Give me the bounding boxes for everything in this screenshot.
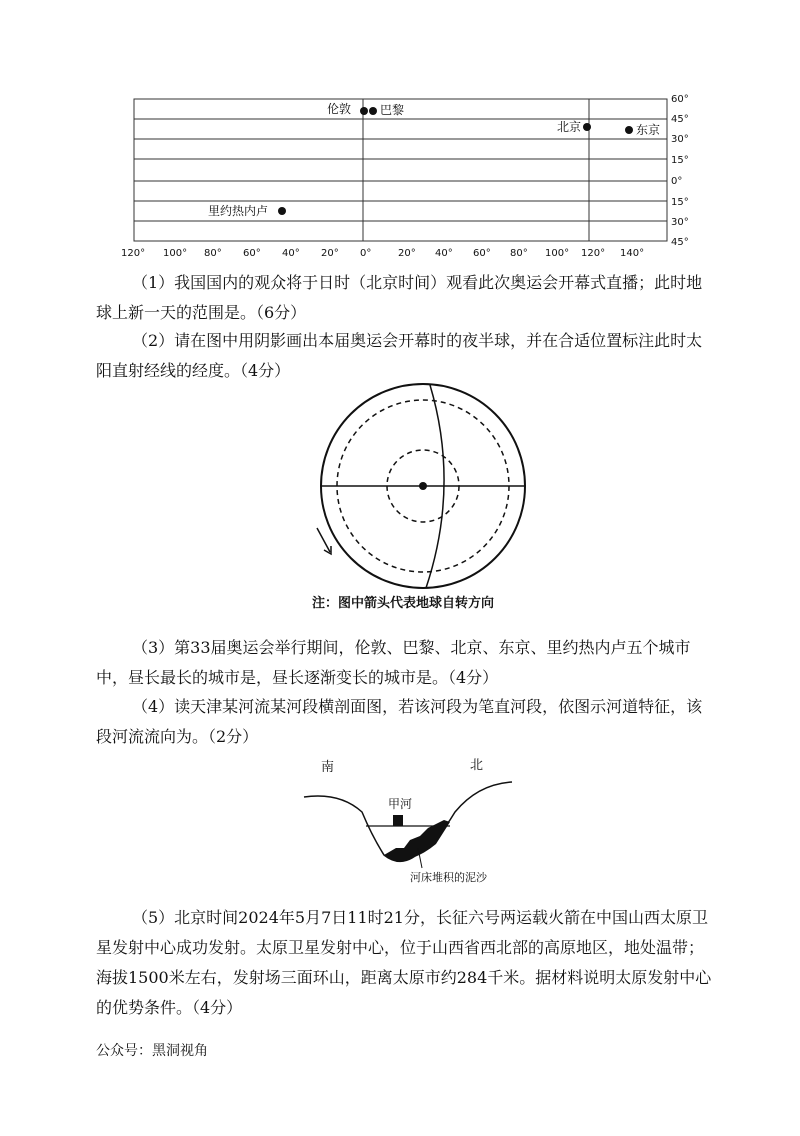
lon-label: 40° bbox=[282, 248, 300, 259]
lat-label: 15° bbox=[671, 155, 689, 166]
city-label-tokyo: 东京 bbox=[636, 123, 661, 137]
pole-dot bbox=[419, 482, 427, 490]
map-border bbox=[134, 99, 667, 241]
south-label: 南 bbox=[321, 760, 335, 775]
lon-label: 80° bbox=[510, 248, 528, 259]
lon-label: 140° bbox=[620, 248, 645, 259]
lon-label: 40° bbox=[435, 248, 453, 259]
lon-label: 100° bbox=[163, 248, 188, 259]
lon-label: 120° bbox=[121, 248, 146, 259]
river-name-label: 甲河 bbox=[388, 797, 413, 811]
city-label-london: 伦敦 bbox=[327, 102, 352, 116]
boat-icon bbox=[393, 815, 403, 826]
city-dot-paris bbox=[369, 107, 377, 115]
lon-label: 120° bbox=[581, 248, 606, 259]
question-5: （5）北京时间2024年5月7日11时21分，长征六号两运载火箭在中国山西太原卫星发射中心成功发射。太原卫星发射中心，位于山西省西北部的高原地区，地处温带；海拔1500米左右，发射场三面环山，距离太原市约284千米。据材料说明太原发射中心的优势条件。（4分） bbox=[96, 908, 712, 1017]
river-cross-section bbox=[304, 758, 512, 884]
lat-label: 15° bbox=[671, 197, 689, 208]
lat-label: 45° bbox=[671, 114, 689, 125]
lon-label: 60° bbox=[243, 248, 261, 259]
footer-source: 公众号：黑洞视角 bbox=[96, 1043, 208, 1059]
question-2: （2）请在图中用阴影画出本届奥运会开幕时的夜半球，并在合适位置标注此时太阳直射经线的经度。（4分） bbox=[96, 331, 703, 380]
city-label-rio: 里约热内卢 bbox=[208, 204, 269, 218]
lon-label: 20° bbox=[398, 248, 416, 259]
city-dot-tokyo bbox=[625, 126, 633, 134]
lon-label: 20° bbox=[321, 248, 339, 259]
city-dot-london bbox=[360, 107, 368, 115]
polar-diagram bbox=[317, 384, 525, 588]
north-label: 北 bbox=[470, 758, 484, 773]
rotation-arrow-icon bbox=[317, 528, 330, 552]
lat-labels bbox=[671, 94, 689, 248]
lon-label: 100° bbox=[545, 248, 570, 259]
sediment-label: 河床堆积的泥沙 bbox=[410, 871, 487, 884]
lat-label: 30° bbox=[671, 217, 689, 228]
polar-note: 注：图中箭头代表地球自转方向 bbox=[312, 596, 495, 611]
lon-label: 60° bbox=[473, 248, 491, 259]
lat-lon-grid bbox=[134, 99, 667, 241]
lat-label: 60° bbox=[671, 94, 689, 105]
question-4: （4）读天津某河流某河段横剖面图，若该河段为笔直河段，依图示河道特征，该段河流流向为。（2分） bbox=[96, 697, 703, 746]
city-label-beijing: 北京 bbox=[557, 120, 582, 134]
city-label-paris: 巴黎 bbox=[380, 103, 405, 117]
city-dot-rio bbox=[278, 207, 286, 215]
lat-label: 45° bbox=[671, 237, 689, 248]
city-dot-beijing bbox=[583, 123, 591, 131]
lat-label: 0° bbox=[671, 176, 683, 187]
lon-label: 80° bbox=[204, 248, 222, 259]
lon-label: 0° bbox=[360, 248, 372, 259]
lon-labels bbox=[121, 248, 644, 259]
lat-label: 30° bbox=[671, 134, 689, 145]
question-3: （3）第33届奥运会举行期间，伦敦、巴黎、北京、东京、里约热内卢五个城市中，昼长最长的城市是，昼长逐渐变长的城市是。（4分） bbox=[96, 638, 691, 687]
question-1: （1）我国国内的观众将于日时（北京时间）观看此次奥运会开幕式直播；此时地球上新一天的范围是。（6分） bbox=[96, 273, 703, 322]
